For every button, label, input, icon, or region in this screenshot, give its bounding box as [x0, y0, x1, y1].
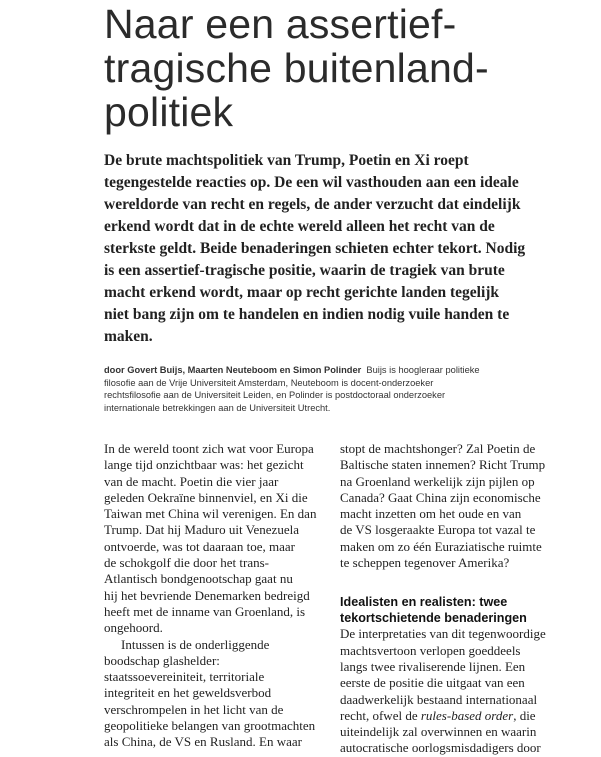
- lead-line: tegengestelde reacties op. De een wil vasthouden aan een ideale: [104, 174, 519, 191]
- body-line: In de wereld toont zich wat voor Europa: [104, 441, 314, 456]
- body-line: uiteindelijk zal overwinnen en waarin: [340, 724, 537, 740]
- article-title: [104, 2, 594, 134]
- lead-line: niet bang zijn om te handelen en indien nodig vuile handen te: [104, 306, 510, 323]
- body-line: ongehoord.: [104, 620, 163, 636]
- body-line: integriteit en het geweldsverbod: [104, 685, 272, 701]
- body-line: heeft met de inname van Groenland, is: [104, 603, 306, 619]
- body-line: geopolitieke belangen van grootmachten: [104, 718, 316, 734]
- byline-line: rechtsfilosofie aan de Universiteit Leiden, en Polinder is postdoctoraal onderzoeker: [104, 390, 446, 400]
- body-line: Intussen is de onderliggende: [121, 636, 270, 652]
- body-paragraph: [340, 626, 572, 756]
- body-line: [340, 708, 572, 724]
- lead-line: is een assertief-tragische positie, waarin de tragiek van brute: [104, 262, 505, 279]
- body-line: daadwerkelijk bestaand internationaal: [340, 691, 538, 707]
- body-text: recht, ofwel de: [340, 707, 421, 723]
- right-column: [340, 441, 572, 757]
- lead-line: wereldorde van recht en regels, de ander verzucht dat eindelijk: [104, 196, 521, 213]
- body-line: stopt de machtshonger? Zal Poetin de: [340, 441, 536, 456]
- body-line: machtsvertoon verlopen goeddeels: [340, 642, 521, 658]
- body-line: verschrompelen in het licht van de: [104, 701, 284, 717]
- body-line: als China, de VS en Rusland. En waar: [104, 734, 302, 750]
- body-line: de schokgolf die door het trans-: [104, 555, 269, 571]
- lead-paragraph: [104, 150, 564, 348]
- body-paragraph: [104, 637, 336, 751]
- body-paragraph: [104, 441, 336, 637]
- body-line: lange tijd onzichtbaar was: het gezicht: [104, 457, 304, 473]
- body-line: macht inzetten om het oude en van: [340, 506, 522, 522]
- body-line: Canada? Gaat China zijn economische: [340, 489, 541, 505]
- lead-line: macht erkend wordt, maar op recht gerichte landen tegelijk: [104, 284, 500, 301]
- body-line: langs twee rivaliserende lijnen. Een: [340, 658, 526, 674]
- byline-line: filosofie aan de Vrije Universiteit Amsterdam, Neuteboom is docent-onderzoeker: [104, 377, 434, 388]
- subheading-line: Idealisten en realisten: twee: [340, 595, 508, 610]
- title-line: politiek: [104, 89, 234, 135]
- body-text: , die: [513, 707, 536, 723]
- body-line: Baltische staten innemen? Richt Trump: [340, 457, 546, 473]
- body-line: eerste de positie die uitgaat van een: [340, 675, 525, 691]
- body-line: de VS losgeraakte Europa tot vazal te: [340, 522, 536, 538]
- body-line: ontvoerde, was tot daaraan toe, maar: [104, 538, 295, 554]
- body-line: maken om zo één Euraziatische ruimte: [340, 538, 542, 554]
- body-line: staatssoevereiniteit, territoriale: [104, 669, 265, 685]
- byline: [104, 364, 564, 414]
- body-line: Atlantisch bondgenootschap gaat nu: [104, 571, 293, 587]
- body-line: na Groenland werkelijk zijn pijlen op: [340, 473, 535, 489]
- body-line: van de macht. Poetin die vier jaar: [104, 473, 279, 489]
- lead-line: sterkste geldt. Beide benaderingen schieten echter tekort. Nodig: [104, 240, 526, 257]
- body-line: De interpretaties van dit tegenwoordige: [340, 626, 546, 642]
- lead-line: maken.: [104, 328, 153, 345]
- lead-line: De brute machtspolitiek van Trump, Poetin en Xi roept: [104, 152, 469, 169]
- body-line: Trump. Dat hij Maduro uit Venezuela: [104, 522, 299, 538]
- body-line: te scheppen tegenover Amerika?: [340, 555, 510, 571]
- section-gap: [340, 571, 572, 595]
- body-line: boodschap glashelder:: [104, 652, 220, 668]
- body-line: hij het bevriende Denemarken bedreigd: [104, 587, 310, 603]
- section-subheading: [340, 595, 572, 626]
- byline-line: [104, 364, 564, 377]
- subheading-line: tekortschietende benaderingen: [340, 610, 527, 625]
- title-line: Naar een assertief-: [104, 1, 457, 47]
- byline-bio: Buijs is hoogleraar politieke: [366, 365, 480, 375]
- byline-authors: door Govert Buijs, Maarten Neuteboom en Simon Polinder: [104, 365, 362, 375]
- body-paragraph: [340, 441, 572, 571]
- body-line: geleden Oekraïne binnenviel, en Xi die: [104, 489, 308, 505]
- title-line: tragische buitenland-: [104, 45, 489, 91]
- body-text-italic: rules-based order: [420, 707, 514, 723]
- body-line: autocratische oorlogsmisdadigers door: [340, 740, 541, 756]
- body-line: Taiwan met China wil verenigen. En dan: [104, 506, 317, 522]
- lead-line: erkend wordt dat in de echte wereld alleen het recht van de: [104, 218, 495, 235]
- byline-line: internationale betrekkingen aan de Universiteit Utrecht.: [104, 402, 331, 413]
- left-column: [104, 441, 336, 751]
